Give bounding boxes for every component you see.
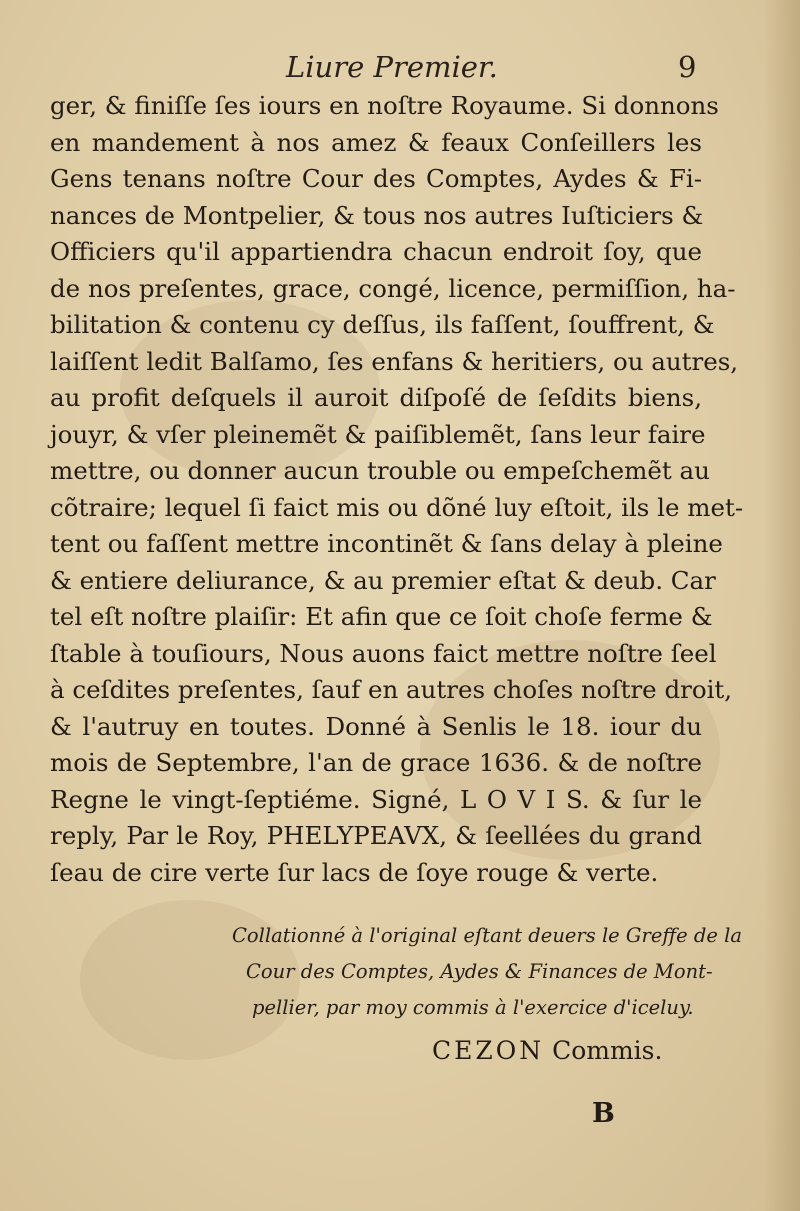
text-line: mettre, ou donner aucun trouble ou empeſchemẽt au: [50, 456, 710, 485]
text-line: au profit deſquels il auroit diſpoſé de ſeſdits biens,: [50, 383, 702, 412]
text-line: ger, & finiſſe ſes iours en noſtre Royaume. Si donnons: [50, 91, 719, 120]
text-line: Gens tenans noſtre Cour des Comptes, Aydes & Fi-: [50, 164, 702, 193]
collation-note: [232, 918, 742, 1026]
text-line: laiſſent ledit Balſamo, ſes enfans & heritiers, ou autres,: [50, 346, 739, 376]
text-line: de nos preſentes, grace, congé, licence, permiſſion, ha-: [50, 273, 736, 303]
text-line: tent ou faſſent mettre incontinẽt & ſans delay à pleine: [50, 529, 723, 558]
text-line: reply, Par le Roy, PHELYPEAVX, & ſeellées du grand: [50, 821, 702, 850]
text-line: en mandement à nos amez & feaux Conſeillers les: [50, 127, 702, 157]
page-header: [0, 46, 800, 86]
clerk-signature: [432, 1036, 662, 1065]
clerk-name: CEZON: [432, 1036, 545, 1065]
collation-line: Cour des Comptes, Aydes & Finances de Mont-: [246, 960, 713, 983]
collation-line: pellier, par moy commis à l'exercice d'iceluy.: [252, 996, 694, 1019]
page-number: 9: [678, 50, 697, 84]
text-line: Officiers qu'il appartiendra chacun endroit ſoy, que: [50, 237, 702, 266]
text-line: jouyr, & vſer pleinemẽt & paiſiblemẽt, ſans leur faire: [50, 419, 706, 449]
text-line: à ceſdites preſentes, ſauf en autres choſes noſtre droit,: [50, 675, 733, 704]
text-line: Regne le vingt-ſeptiéme. Signé, L O V I S. & ſur le: [50, 784, 702, 814]
page-gutter-shadow: [764, 0, 800, 1211]
collation-line: Collationné à l'original eſtant deuers le Greffe de la: [232, 924, 742, 947]
text-line: cõtraire; lequel ſi faict mis ou dõné luy eſtoit, ils le met-: [50, 492, 744, 522]
text-line: & l'autruy en toutes. Donné à Senlis le 18. iour du: [50, 711, 702, 741]
text-line: & entiere deliurance, & au premier eſtat & deub. Car: [50, 565, 716, 595]
text-line: nances de Montpelier, & tous nos autres Iuſticiers &: [50, 200, 704, 230]
text-line: ſeau de cire verte ſur lacs de ſoye rouge & verte.: [50, 857, 659, 887]
running-head: Liure Premier.: [286, 50, 498, 84]
body-text: [50, 88, 744, 891]
text-line: bilitation & contenu cy deſſus, ils faſſent, ſouffrent, &: [50, 310, 715, 339]
clerk-title: Commis.: [552, 1036, 663, 1065]
text-line: tel eſt noſtre plaiſir: Et afin que ce ſoit choſe ferme &: [50, 602, 713, 631]
text-line: mois de Septembre, l'an de grace 1636. & de noſtre: [50, 748, 702, 777]
gathering-signature-mark: B: [592, 1098, 615, 1129]
text-line: ſtable à touſiours, Nous auons faict mettre noſtre ſeel: [50, 638, 717, 668]
